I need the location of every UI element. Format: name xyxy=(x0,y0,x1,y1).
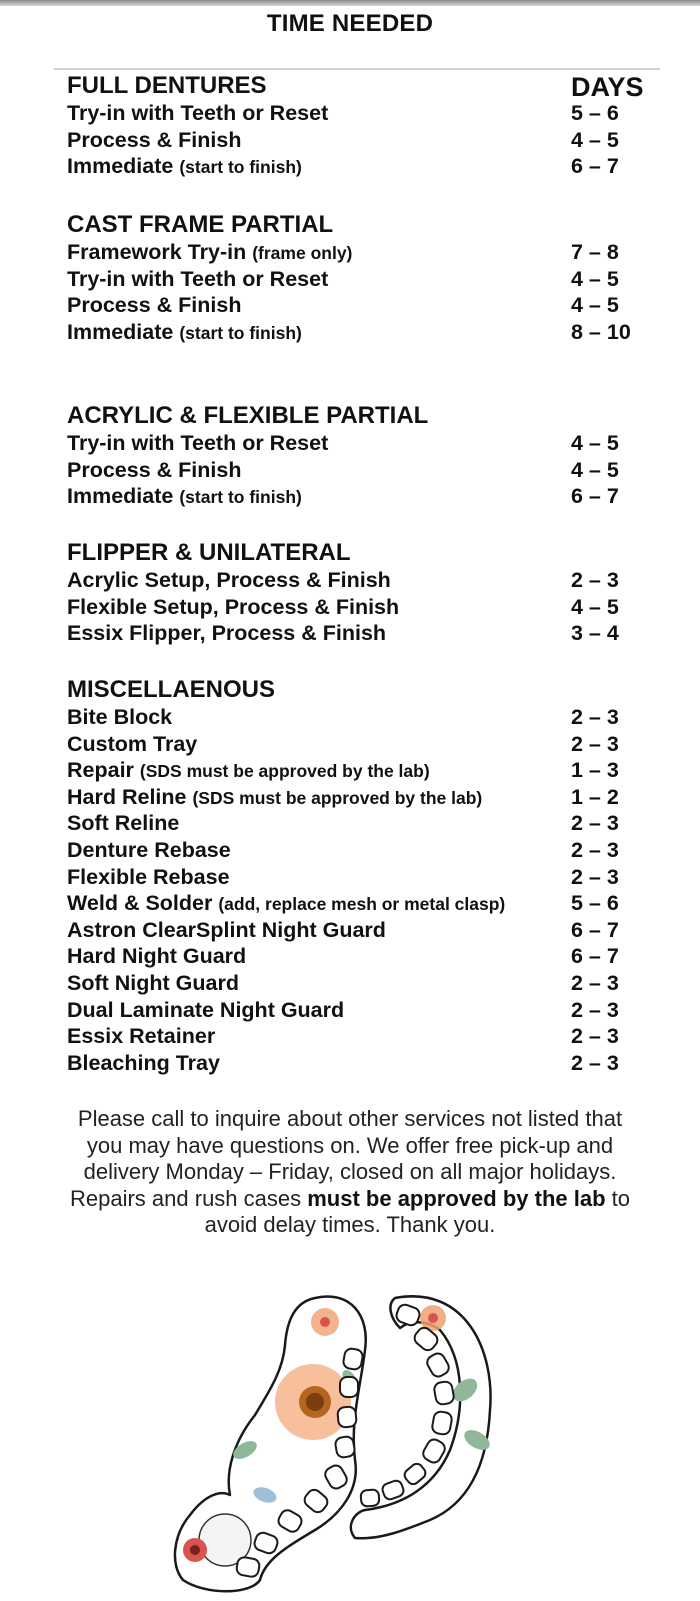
service-days: 2 – 3 xyxy=(571,568,619,592)
section-heading: ACRYLIC & FLEXIBLE PARTIAL xyxy=(67,402,429,429)
service-days: 2 – 3 xyxy=(571,705,619,729)
service-days: 5 – 6 xyxy=(571,101,619,125)
section-acrylic-flexible-partial xyxy=(67,402,667,510)
service-days: 2 – 3 xyxy=(571,864,619,889)
service-row xyxy=(67,239,667,266)
service-label: Hard Night Guard xyxy=(67,944,247,969)
service-days: 4 – 5 xyxy=(571,594,619,619)
service-days: 7 – 8 xyxy=(571,240,619,264)
section-miscellaneous xyxy=(67,676,667,1076)
service-days: 5 – 6 xyxy=(571,891,619,916)
service-days: 2 – 3 xyxy=(571,970,619,995)
service-label: Denture Rebase xyxy=(67,837,231,862)
service-row xyxy=(67,757,667,784)
service-days: 2 – 3 xyxy=(571,997,619,1022)
service-row xyxy=(67,430,667,457)
service-label: Try-in with Teeth or Reset xyxy=(67,266,329,291)
service-note: (add, replace mesh or metal clasp) xyxy=(218,894,506,915)
service-days: 6 – 7 xyxy=(571,484,619,509)
service-row xyxy=(67,594,667,621)
service-days: 6 – 7 xyxy=(571,154,619,179)
service-note: (SDS must be approved by the lab) xyxy=(192,787,483,808)
service-label: Flexible Setup, Process & Finish xyxy=(67,594,400,619)
service-row xyxy=(67,731,667,758)
service-label: Dual Laminate Night Guard xyxy=(67,997,345,1022)
service-days: 1 – 3 xyxy=(571,758,619,783)
footer-notice xyxy=(60,1106,640,1239)
service-label: Hard Reline xyxy=(67,784,187,809)
service-label: Try-in with Teeth or Reset xyxy=(67,431,329,455)
section-heading: FULL DENTURES xyxy=(67,72,267,99)
service-row xyxy=(67,704,667,731)
service-row xyxy=(67,1023,667,1050)
service-row xyxy=(67,837,667,864)
service-days: 4 – 5 xyxy=(571,293,619,318)
service-row xyxy=(67,943,667,970)
service-days: 2 – 3 xyxy=(571,731,619,756)
section-heading: FLIPPER & UNILATERAL xyxy=(67,539,351,566)
section-flipper-unilateral xyxy=(67,539,667,647)
service-label: Custom Tray xyxy=(67,731,198,756)
section-full-dentures xyxy=(67,72,667,180)
service-row xyxy=(67,153,667,180)
service-row xyxy=(67,917,667,944)
days-column-header: DAYS xyxy=(571,72,644,102)
service-label: Process & Finish xyxy=(67,457,242,482)
service-label: Repair xyxy=(67,758,134,783)
service-note: (SDS must be approved by the lab) xyxy=(139,761,430,782)
service-label: Essix Retainer xyxy=(67,1024,216,1049)
service-row xyxy=(67,864,667,891)
service-row xyxy=(67,1050,667,1077)
service-label: Soft Reline xyxy=(67,811,180,836)
service-label: Try-in with Teeth or Reset xyxy=(67,101,329,125)
service-days: 4 – 5 xyxy=(571,431,619,455)
service-row xyxy=(67,997,667,1024)
service-row xyxy=(67,483,667,510)
service-days: 6 – 7 xyxy=(571,917,619,942)
section-heading: MISCELLAENOUS xyxy=(67,676,276,703)
header-divider xyxy=(54,68,660,70)
service-days: 4 – 5 xyxy=(571,127,619,152)
service-row xyxy=(67,319,667,346)
service-note: (start to finish) xyxy=(179,487,302,508)
service-row xyxy=(67,100,667,127)
service-row xyxy=(67,970,667,997)
service-label: Essix Flipper, Process & Finish xyxy=(67,621,387,646)
footer-text-2: to avoid delay times. Thank you. xyxy=(204,1185,630,1237)
service-days: 2 – 3 xyxy=(571,811,619,836)
service-row xyxy=(67,890,667,917)
service-note: (start to finish) xyxy=(179,322,302,343)
service-label: Weld & Solder xyxy=(67,891,213,916)
service-row xyxy=(67,784,667,811)
service-row xyxy=(67,266,667,293)
service-row xyxy=(67,127,667,154)
service-days: 1 – 2 xyxy=(571,784,619,809)
service-label: Acrylic Setup, Process & Finish xyxy=(67,568,391,592)
service-label: Framework Try-in xyxy=(67,240,247,264)
service-days: 2 – 3 xyxy=(571,837,619,862)
service-days: 2 – 3 xyxy=(571,1024,619,1049)
service-days: 4 – 5 xyxy=(571,457,619,482)
service-label: Bite Block xyxy=(67,705,173,729)
service-label: Immediate xyxy=(67,154,174,179)
service-note: (frame only) xyxy=(252,243,353,263)
footer-text-1: Please call to inquire about other services not listed that you may have questions on. We offer free pick-up and delivery Monday – Friday, closed on all major holidays. Repairs and rush cases xyxy=(70,1106,623,1211)
service-row xyxy=(67,810,667,837)
service-label: Flexible Rebase xyxy=(67,864,230,889)
page-title: TIME NEEDED xyxy=(266,10,434,37)
service-days: 8 – 10 xyxy=(571,319,631,344)
footer-text-bold: must be approved by the lab xyxy=(307,1185,606,1211)
service-days: 2 – 3 xyxy=(571,1050,619,1075)
service-days: 4 – 5 xyxy=(571,266,619,291)
service-note: (start to finish) xyxy=(179,157,302,178)
service-row xyxy=(67,457,667,484)
service-row xyxy=(67,567,667,594)
service-days: 3 – 4 xyxy=(571,621,619,646)
service-label: Immediate xyxy=(67,319,174,344)
service-label: Astron ClearSplint Night Guard xyxy=(67,917,386,942)
floral-denture-illustration-icon xyxy=(165,1290,525,1595)
service-label: Process & Finish xyxy=(67,293,242,318)
section-cast-frame-partial xyxy=(67,211,667,345)
service-label: Bleaching Tray xyxy=(67,1050,220,1075)
service-row xyxy=(67,620,667,647)
section-heading: CAST FRAME PARTIAL xyxy=(67,211,334,238)
service-label: Immediate xyxy=(67,484,174,509)
status-bar-edge xyxy=(0,0,700,6)
service-days: 6 – 7 xyxy=(571,944,619,969)
service-label: Process & Finish xyxy=(67,127,242,152)
service-label: Soft Night Guard xyxy=(67,970,239,995)
service-row xyxy=(67,292,667,319)
